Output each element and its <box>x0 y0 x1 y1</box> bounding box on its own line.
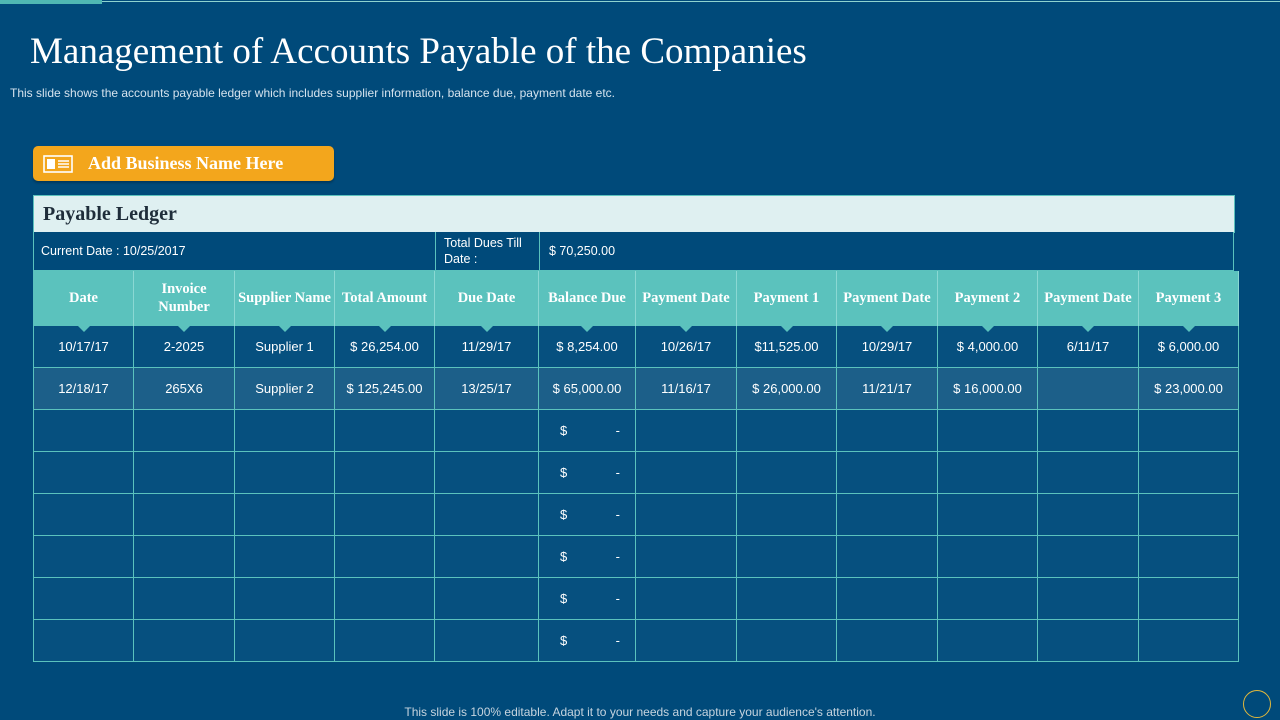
table-cell <box>235 410 335 452</box>
column-header-payment-1: Payment 1 <box>737 271 837 326</box>
table-cell <box>335 494 435 536</box>
table-cell: 10/29/17 <box>837 326 938 368</box>
top-divider-line <box>102 1 1280 2</box>
table-cell <box>938 536 1038 578</box>
table-cell: 10/26/17 <box>636 326 737 368</box>
dash-placeholder: - <box>615 423 620 438</box>
table-row-empty <box>34 536 1239 578</box>
table-cell <box>636 410 737 452</box>
table-cell: 11/16/17 <box>636 368 737 410</box>
table-cell <box>938 452 1038 494</box>
table-cell <box>636 578 737 620</box>
balance-due-cell <box>539 494 636 536</box>
table-row-empty <box>34 578 1239 620</box>
ledger-heading-bar <box>33 195 1235 233</box>
table-cell <box>1038 536 1139 578</box>
table-cell <box>837 536 938 578</box>
balance-due-cell <box>539 578 636 620</box>
currency-symbol: $ <box>560 423 568 438</box>
column-header-invoice-number: Invoice Number <box>134 271 235 326</box>
dash-placeholder: - <box>615 633 620 648</box>
table-cell <box>636 494 737 536</box>
currency-symbol: $ <box>560 465 568 480</box>
table-cell: $ 23,000.00 <box>1139 368 1239 410</box>
table-cell: $ 8,254.00 <box>539 326 636 368</box>
table-cell <box>1139 494 1239 536</box>
table-cell <box>737 452 837 494</box>
table-cell: 11/21/17 <box>837 368 938 410</box>
table-cell <box>134 452 235 494</box>
total-dues-label-cell: Total Dues Till Date : <box>436 232 540 270</box>
slide-title: Management of Accounts Payable of the Companies <box>30 31 807 72</box>
table-row-empty <box>34 452 1239 494</box>
table-cell <box>837 578 938 620</box>
dash-placeholder: - <box>615 591 620 606</box>
column-header-total-amount: Total Amount <box>335 271 435 326</box>
table-cell <box>737 536 837 578</box>
balance-due-cell <box>539 410 636 452</box>
id-card-icon <box>43 155 73 173</box>
table-cell <box>335 578 435 620</box>
table-cell <box>134 620 235 662</box>
table-cell: $ 26,254.00 <box>335 326 435 368</box>
table-cell: 265X6 <box>134 368 235 410</box>
table-cell <box>1139 536 1239 578</box>
table-cell <box>134 578 235 620</box>
table-row <box>34 368 1239 410</box>
table-cell: 13/25/17 <box>435 368 539 410</box>
column-header-due-date: Due Date <box>435 271 539 326</box>
column-header-date: Date <box>34 271 134 326</box>
table-cell: $ 125,245.00 <box>335 368 435 410</box>
payable-ledger-table <box>33 271 1239 662</box>
table-cell: 10/17/17 <box>34 326 134 368</box>
table-cell: 6/11/17 <box>1038 326 1139 368</box>
table-cell <box>837 410 938 452</box>
table-cell <box>34 536 134 578</box>
table-cell <box>938 578 1038 620</box>
table-cell <box>134 494 235 536</box>
currency-symbol: $ <box>560 507 568 522</box>
table-cell <box>1038 578 1139 620</box>
table-cell: $11,525.00 <box>737 326 837 368</box>
balance-due-cell <box>539 536 636 578</box>
table-cell <box>235 494 335 536</box>
table-cell: 11/29/17 <box>435 326 539 368</box>
table-cell: $ 16,000.00 <box>938 368 1038 410</box>
total-dues-value-cell: $ 70,250.00 <box>549 244 616 258</box>
table-cell <box>737 410 837 452</box>
ledger-info-row <box>33 232 1234 271</box>
table-cell <box>1139 410 1239 452</box>
table-cell <box>1139 452 1239 494</box>
add-business-name-label: Add Business Name Here <box>88 153 284 173</box>
table-cell <box>435 452 539 494</box>
table-cell <box>1139 578 1239 620</box>
slide-footer: This slide is 100% editable. Adapt it to your needs and capture your audience's attention. <box>404 705 876 719</box>
ledger-heading: Payable Ledger <box>43 202 177 225</box>
currency-symbol: $ <box>560 591 568 606</box>
table-cell <box>1038 452 1139 494</box>
table-cell <box>335 410 435 452</box>
table-cell <box>435 410 539 452</box>
column-header-payment-date-1: Payment Date <box>636 271 737 326</box>
table-cell: Supplier 2 <box>235 368 335 410</box>
dash-placeholder: - <box>615 549 620 564</box>
table-cell <box>1038 620 1139 662</box>
table-cell <box>636 536 737 578</box>
table-cell <box>1038 368 1139 410</box>
table-cell <box>335 620 435 662</box>
column-header-payment-3: Payment 3 <box>1139 271 1239 326</box>
column-header-balance-due: Balance Due <box>539 271 636 326</box>
ledger-header-row <box>34 271 1239 326</box>
table-cell: $ 6,000.00 <box>1139 326 1239 368</box>
table-cell <box>34 494 134 536</box>
table-cell <box>134 536 235 578</box>
table-cell <box>837 620 938 662</box>
dash-placeholder: - <box>615 507 620 522</box>
table-cell <box>435 578 539 620</box>
table-cell <box>34 410 134 452</box>
column-header-payment-2: Payment 2 <box>938 271 1038 326</box>
table-cell <box>335 536 435 578</box>
table-cell <box>837 494 938 536</box>
column-header-payment-date-3: Payment Date <box>1038 271 1139 326</box>
table-cell <box>1038 410 1139 452</box>
table-cell: $ 26,000.00 <box>737 368 837 410</box>
currency-symbol: $ <box>560 549 568 564</box>
table-cell <box>1038 494 1139 536</box>
table-cell <box>1139 620 1239 662</box>
balance-due-cell <box>539 452 636 494</box>
table-cell <box>34 578 134 620</box>
dash-placeholder: - <box>615 465 620 480</box>
add-business-name-button[interactable] <box>33 146 334 181</box>
table-cell: $ 4,000.00 <box>938 326 1038 368</box>
table-cell <box>737 578 837 620</box>
table-cell <box>235 452 335 494</box>
table-cell <box>737 494 837 536</box>
currency-symbol: $ <box>560 633 568 648</box>
column-header-supplier-name: Supplier Name <box>235 271 335 326</box>
table-cell <box>235 578 335 620</box>
table-cell: Supplier 1 <box>235 326 335 368</box>
table-cell <box>34 452 134 494</box>
balance-due-cell <box>539 620 636 662</box>
table-cell <box>34 620 134 662</box>
table-cell <box>938 620 1038 662</box>
table-cell <box>235 620 335 662</box>
table-cell <box>636 620 737 662</box>
table-cell <box>938 494 1038 536</box>
corner-circle-decoration <box>1243 690 1271 718</box>
table-row-empty <box>34 620 1239 662</box>
table-cell <box>938 410 1038 452</box>
table-row <box>34 326 1239 368</box>
table-cell <box>335 452 435 494</box>
table-row-empty <box>34 494 1239 536</box>
table-cell <box>134 410 235 452</box>
table-cell: 2-2025 <box>134 326 235 368</box>
current-date-cell: Current Date : 10/25/2017 <box>34 232 436 270</box>
table-row-empty <box>34 410 1239 452</box>
table-cell <box>235 536 335 578</box>
table-cell: 12/18/17 <box>34 368 134 410</box>
table-cell: $ 65,000.00 <box>539 368 636 410</box>
table-cell <box>837 452 938 494</box>
table-cell <box>435 536 539 578</box>
table-cell <box>435 620 539 662</box>
table-cell <box>636 452 737 494</box>
table-cell <box>737 620 837 662</box>
column-header-payment-date-2: Payment Date <box>837 271 938 326</box>
top-accent-bar <box>0 0 102 4</box>
table-cell <box>435 494 539 536</box>
slide-subtitle: This slide shows the accounts payable ledger which includes supplier information, balance due, payment date etc. <box>10 86 616 100</box>
